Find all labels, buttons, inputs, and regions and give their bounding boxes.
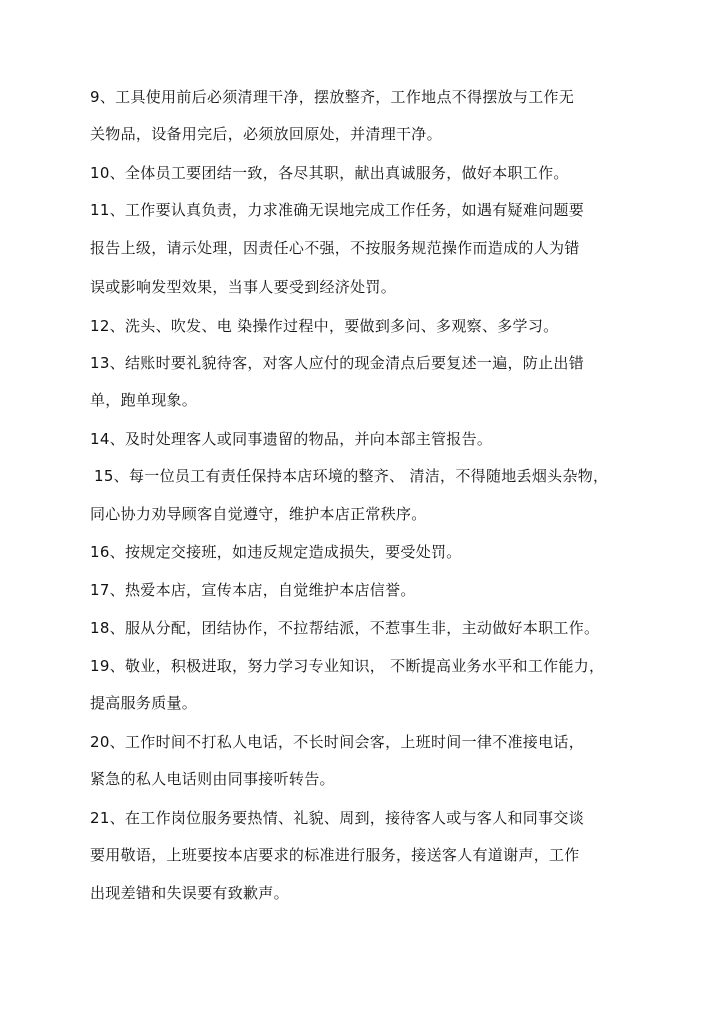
text-line-11c: 误或影响发型效果，当事人要受到经济处罚。	[90, 278, 397, 296]
text-line-13a: 13、结账时要礼貌待客，对客人应付的现金清点后要复述一遍，防止出错	[90, 354, 584, 372]
text-line-13b: 单，跑单现象。	[90, 391, 198, 409]
text-line-12: 12、洗头、吹发、电 染操作过程中，要做到多问、多观察、多学习。	[90, 317, 559, 335]
text-line-11b: 报告上级，请示处理，因责任心不强，不按服务规范操作而造成的人为错	[90, 239, 580, 257]
text-line-19a: 19、敬业，积极进取，努力学习专业知识， 不断提高业务水平和工作能力，	[90, 657, 605, 675]
text-line-20b: 紧急的私人电话则由同事接听转告。	[90, 770, 335, 788]
text-line-21a: 21、在工作岗位服务要热情、礼貌、周到，接待客人或与客人和同事交谈	[90, 809, 584, 827]
text-line-18: 18、服从分配，团结协作，不拉帮结派，不惹事生非，主动做好本职工作。	[90, 619, 600, 637]
text-line-16: 16、按规定交接班，如违反规定造成损失，要受处罚。	[90, 543, 462, 561]
text-line-17: 17、热爱本店，宣传本店，自觉维护本店信誉。	[90, 581, 416, 599]
text-line-15a: 15、每一位员工有责任保持本店环境的整齐、 清洁，不得随地丢烟头杂物，	[94, 467, 609, 485]
text-line-9a: 9、工具使用前后必须清理干净，摆放整齐，工作地点不得摆放与工作无	[90, 88, 575, 106]
text-line-21c: 出现差错和失误要有致歉声。	[90, 884, 289, 902]
text-line-21b: 要用敬语，上班要按本店要求的标准进行服务，接送客人有道谢声，工作	[90, 846, 580, 864]
text-line-11a: 11、工作要认真负责，力求准确无误地完成工作任务，如遇有疑难问题要	[90, 201, 584, 219]
text-line-10: 10、全体员工要团结一致，各尽其职，献出真诚服务，做好本职工作。	[90, 164, 569, 182]
text-line-19b: 提高服务质量。	[90, 694, 198, 712]
text-line-15b: 同心协力劝导顾客自觉遵守，维护本店正常秩序。	[90, 505, 427, 523]
text-line-9b: 关物品，设备用完后，必须放回原处，并清理干净。	[90, 125, 442, 143]
text-line-14: 14、及时处理客人或同事遗留的物品，并向本部主管报告。	[90, 430, 493, 448]
text-line-20a: 20、工作时间不打私人电话，不长时间会客，上班时间一律不准接电话，	[90, 733, 584, 751]
